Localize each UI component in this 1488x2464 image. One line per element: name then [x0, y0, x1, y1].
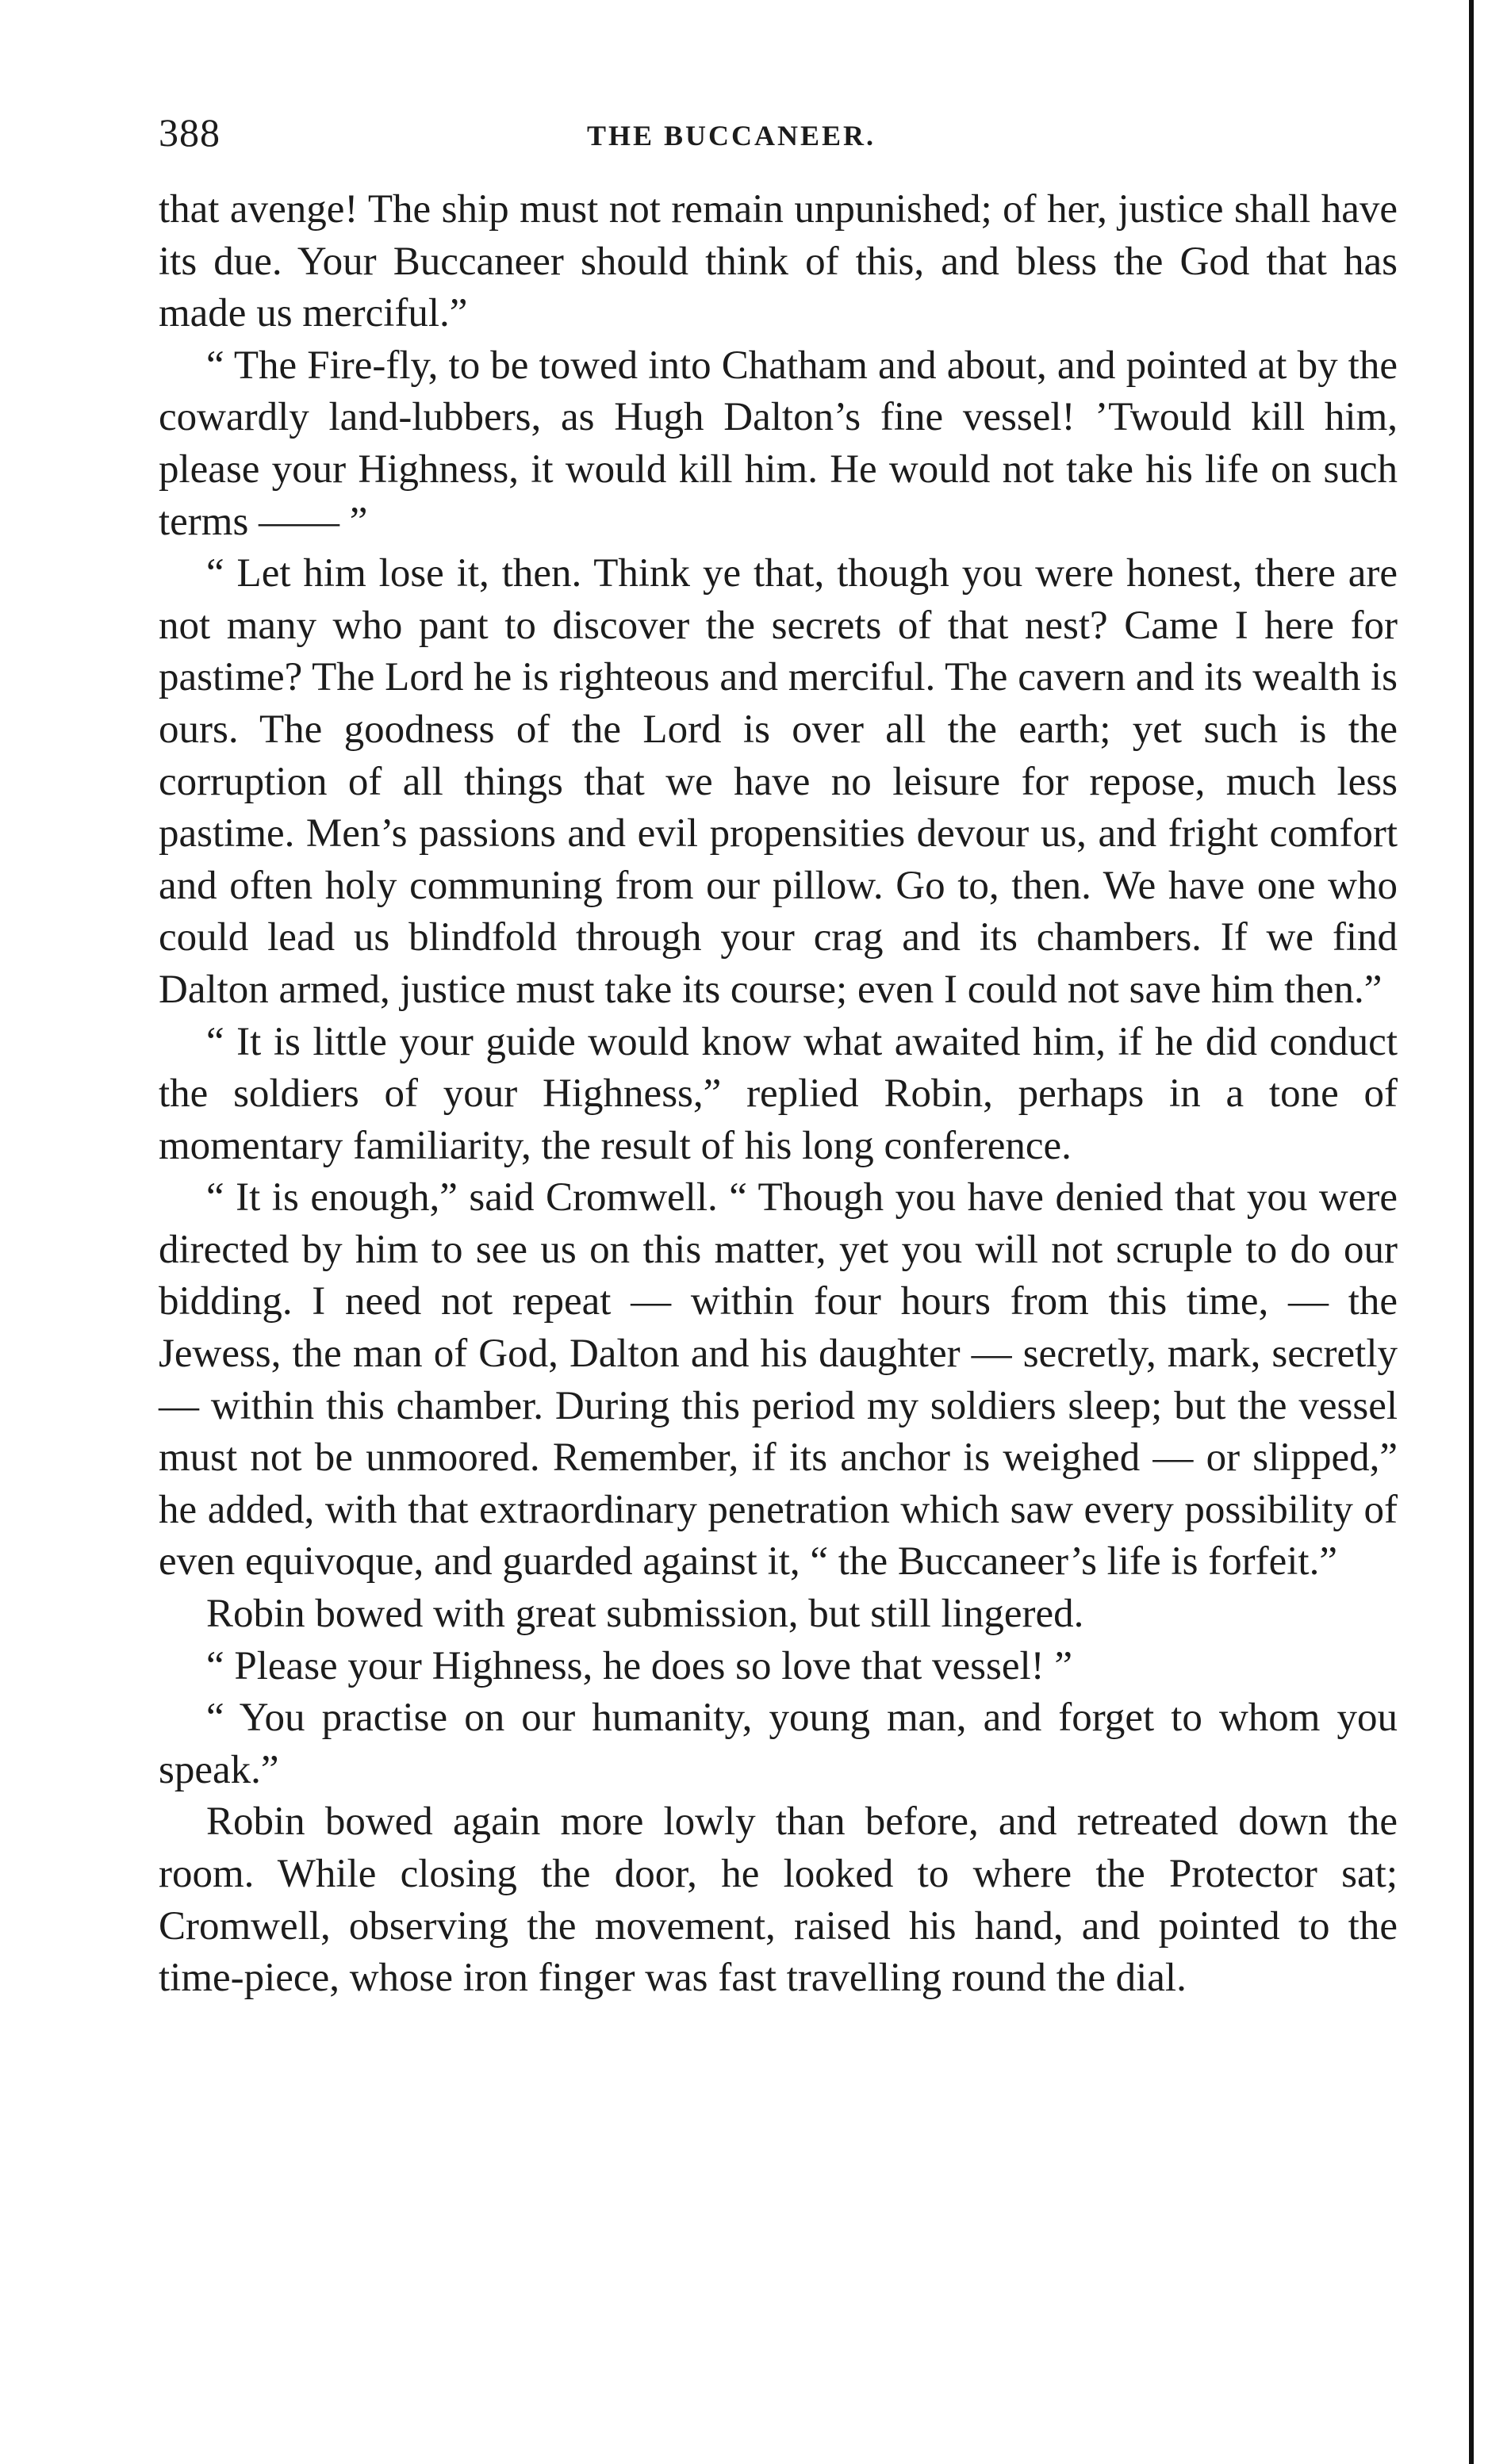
paragraph: Robin bowed with great submission, but still lingered. [206, 1592, 1084, 1637]
paragraph: “ It is enough,” said Cromwell. “ Though you have denied that you were directed by him to see us on this matter, yet you will not scruple to do our bidding. I need not repeat — within four hours from this time, — the Jewess, the man of God, Dalton and his daughter — secretly, mark, secretly — within this chamber. During this period my soldiers sleep; but the vessel must not be unmoored. Remember, if its anchor is weighed — or slipped,” he added, with that extraordinary penetration which saw every possibility of even equivoque, and guarded against it, “ the Buccaneer’s life is forfeit.” [159, 1175, 1398, 1585]
paragraph: Robin bowed again more lowly than before, and retreated down the room. While closing the door, he looked to where the Protector sat; Cromwell, observing the movement, raised his hand, and pointed to the time-piece, whose iron finger was fast travelling round the dial. [159, 1799, 1398, 2001]
body-text [159, 184, 1398, 2005]
paragraph: “ The Fire-fly, to be towed into Chatham and about, and pointed at by the cowardly land-lubbers, as Hugh Dalton’s fine vessel! ’Twould kill him, please your Highness, it would kill him. He would not take his life on such terms —— ” [159, 343, 1398, 544]
paragraph: “ Please your Highness, he does so love that vessel! ” [206, 1643, 1072, 1688]
paragraph: “ Let him lose it, then. Think ye that, though you were honest, there are not many who pant to discover the secrets of that nest? Came I here for pastime? The Lord he is righteous and merciful. The cavern and its wealth is ours. The goodness of the Lord is over all the earth; yet such is the corruption of all things that we have no leisure for repose, much less pastime. Men’s passions and evil propensities devour us, and fright comfort and often holy communing from our pillow. Go to, then. We have one who could lead us blindfold through your crag and its chambers. If we find Dalton armed, justice must take its course; even I could not save him then.” [159, 551, 1398, 1012]
paragraph: “ You practise on our humanity, young man, and forget to whom you speak.” [159, 1696, 1398, 1792]
paragraph: that avenge! The ship must not remain unpunished; of her, justice shall have its due. Your Buccaneer should think of this, and bless the God that has made us merciful.” [159, 187, 1398, 336]
paragraph: “ It is little your guide would know what awaited him, if he did conduct the soldiers of your Highness,” replied Robin, perhaps in a tone of momentary familiarity, the result of his long conference. [159, 1019, 1398, 1168]
page-number: 388 [159, 110, 221, 155]
page-header [159, 109, 1398, 165]
page-edge-rule [1469, 0, 1474, 2464]
running-title: THE BUCCANEER. [587, 120, 876, 151]
